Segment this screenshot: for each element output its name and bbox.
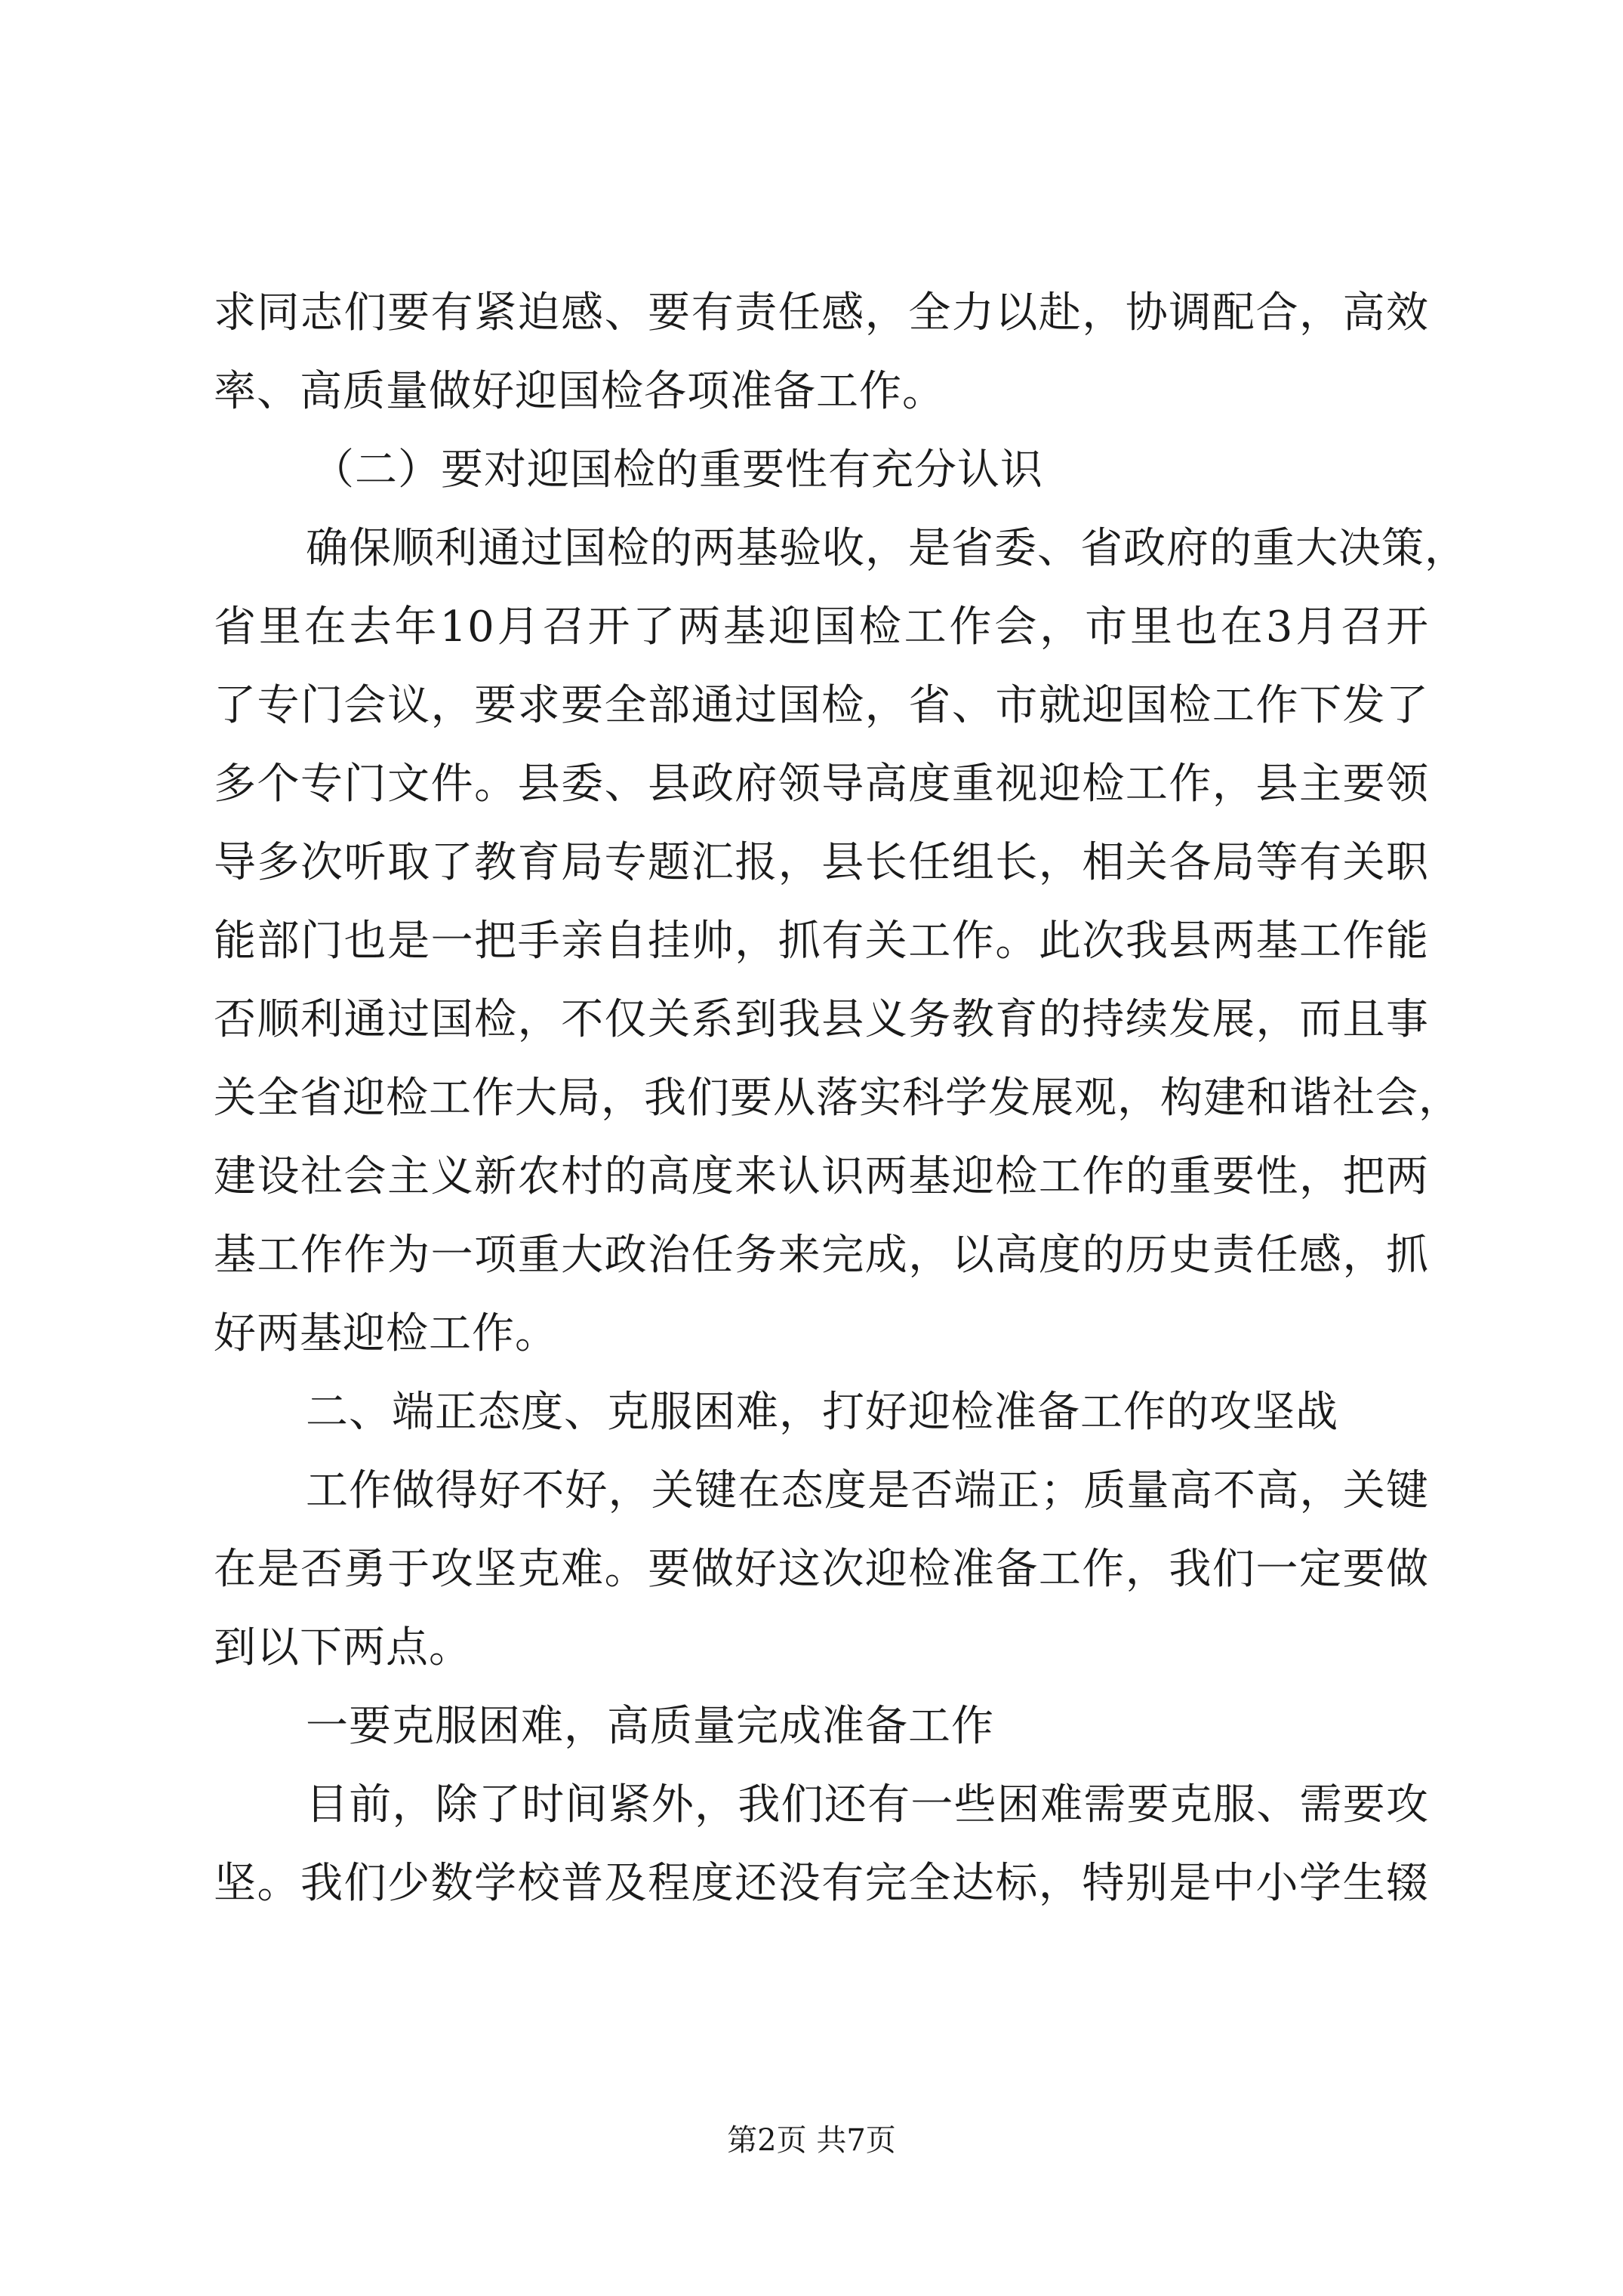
text-line: 省里在去年10月召开了两基迎国检工作会，市里也在3月召开	[214, 603, 1429, 652]
text-line: 基工作作为一项重大政治任务来完成，以高度的历史责任感，抓	[214, 1231, 1429, 1280]
text-line: 多个专门文件。县委、县政府领导高度重视迎检工作，县主要领	[214, 760, 1429, 809]
section-heading: 二、端正态度、克服困难，打好迎检准备工作的攻坚战	[306, 1388, 1338, 1437]
text-line: 建设社会主义新农村的高度来认识两基迎检工作的重要性，把两	[214, 1152, 1429, 1201]
text-line: 求同志们要有紧迫感、要有责任感，全力以赴，协调配合，高效	[214, 288, 1429, 337]
text-line: 了专门会议，要求要全部通过国检，省、市就迎国检工作下发了	[214, 681, 1429, 730]
text-line: 能部门也是一把手亲自挂帅，抓有关工作。此次我县两基工作能	[214, 917, 1429, 966]
text-line: 在是否勇于攻坚克难。要做好这次迎检准备工作，我们一定要做	[214, 1545, 1429, 1594]
text-line: 工作做得好不好，关键在态度是否端正；质量高不高，关键	[306, 1466, 1429, 1515]
text-line: 确保顺利通过国检的两基验收，是省委、省政府的重大决策，	[306, 524, 1467, 573]
text-line: 好两基迎检工作。	[214, 1309, 558, 1358]
text-line: 率、高质量做好迎国检各项准备工作。	[214, 367, 945, 416]
section-heading: （二）要对迎国检的重要性有充分认识	[312, 445, 1043, 495]
text-line: 到以下两点。	[214, 1623, 472, 1672]
page-footer: 第2页 共7页	[727, 2123, 896, 2158]
text-line: 目前，除了时间紧外，我们还有一些困难需要克服、需要攻	[306, 1780, 1429, 1829]
text-line: 导多次听取了教育局专题汇报，县长任组长，相关各局等有关职	[214, 838, 1429, 887]
text-line: 坚。我们少数学校普及程度还没有完全达标，特别是中小学生辍	[214, 1859, 1429, 1908]
text-line: 关全省迎检工作大局，我们要从落实科学发展观，构建和谐社会，	[214, 1074, 1461, 1123]
section-heading: 一要克服困难，高质量完成准备工作	[306, 1702, 994, 1751]
text-line: 否顺利通过国检，不仅关系到我县义务教育的持续发展，而且事	[214, 995, 1429, 1044]
